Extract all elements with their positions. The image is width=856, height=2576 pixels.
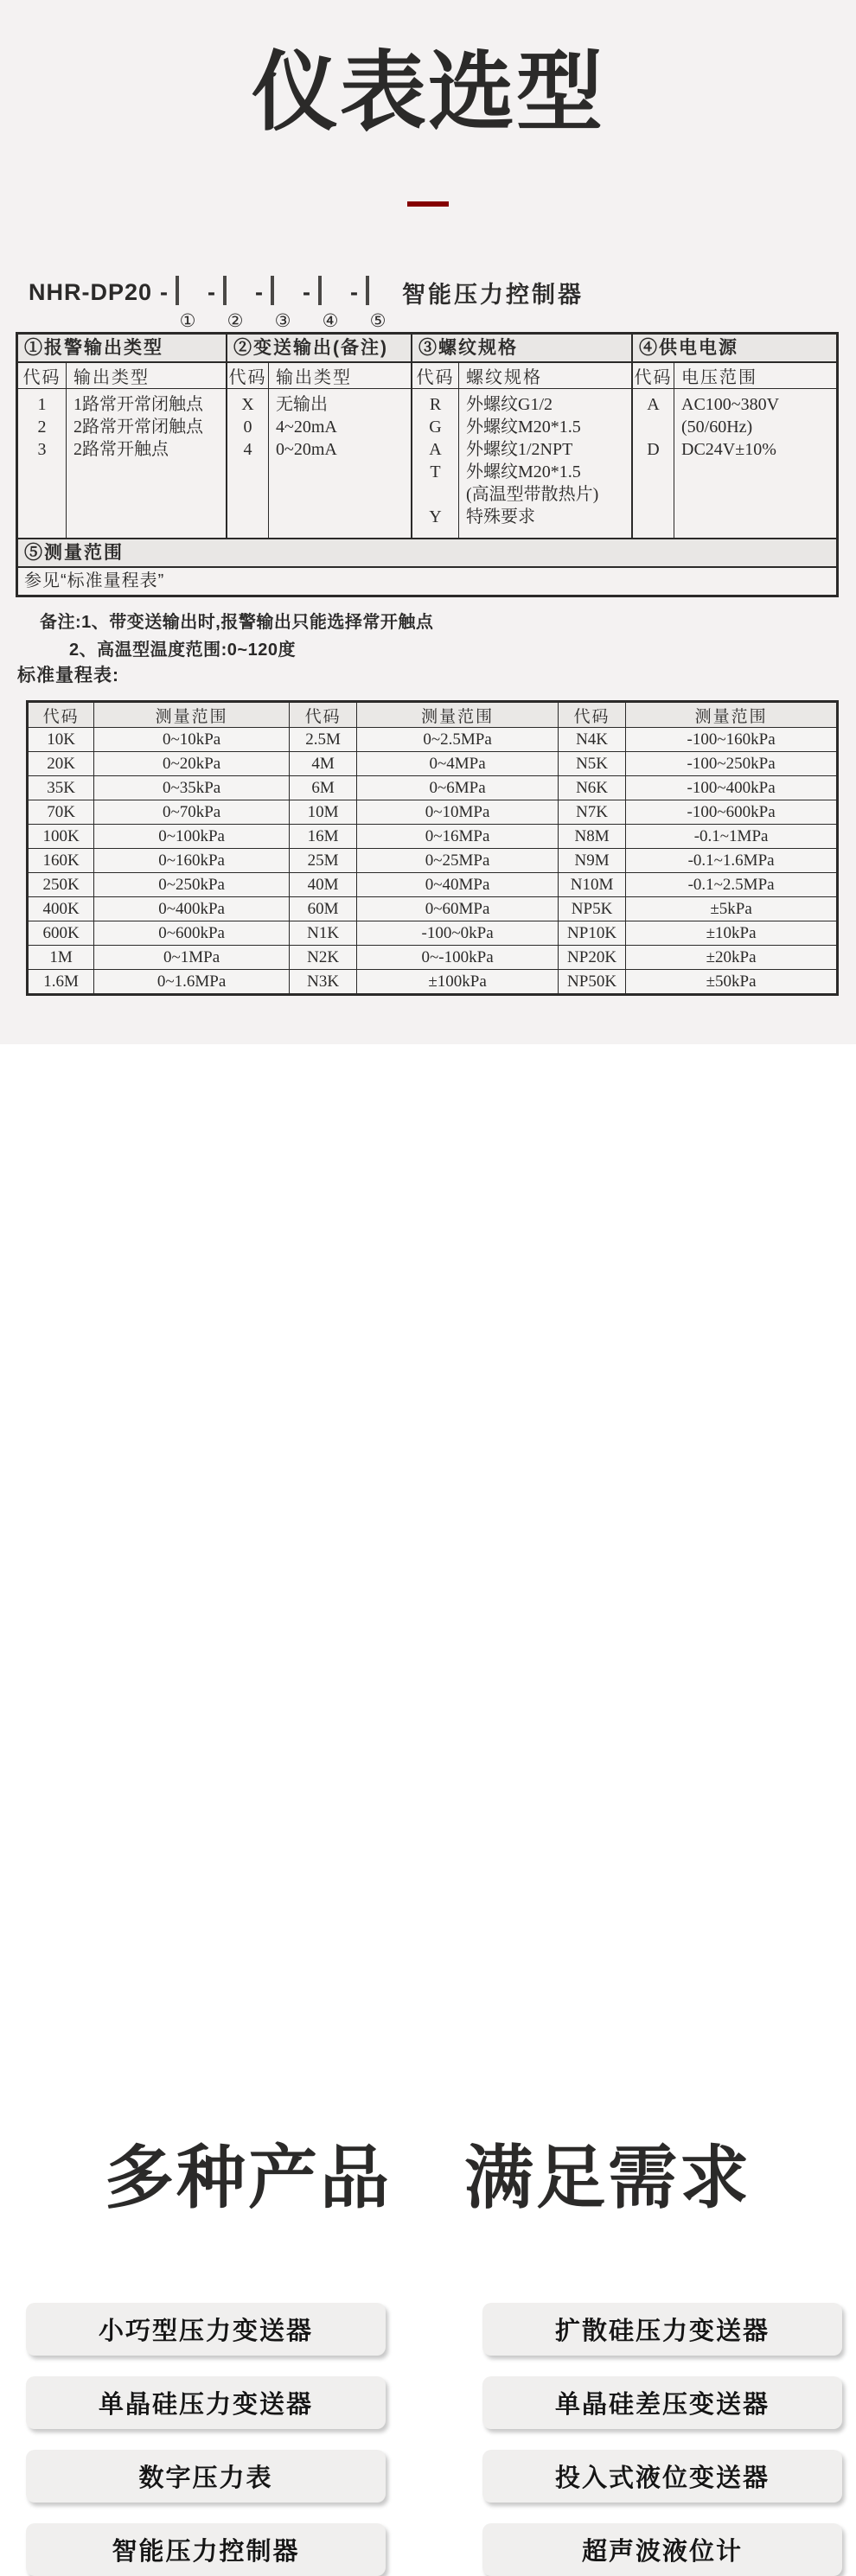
code-cell: R bbox=[429, 395, 442, 414]
desc-cell: 1路常开常闭触点 bbox=[73, 395, 203, 414]
model-separator-dash: - bbox=[350, 278, 359, 305]
products-heading-right: 满足需求 bbox=[464, 2139, 751, 2216]
range-table-row bbox=[28, 946, 838, 970]
model-blank-box bbox=[223, 276, 227, 305]
range-code-cell: 1.6M bbox=[28, 970, 94, 995]
desc-cell: (高温型带散热片) bbox=[466, 485, 599, 504]
range-value-cell: -0.1~2.5MPa bbox=[626, 873, 838, 897]
range-code-cell: 25M bbox=[289, 849, 356, 873]
range-code-cell: 16M bbox=[289, 825, 356, 849]
range-code-cell: N10M bbox=[558, 873, 625, 897]
desc-cell: 外螺纹M20*1.5 bbox=[466, 418, 581, 437]
group-body-descs bbox=[674, 389, 836, 538]
selection-group bbox=[412, 335, 633, 538]
range-value-cell: -0.1~1.6MPa bbox=[626, 849, 838, 873]
desc-header: 螺纹规格 bbox=[466, 368, 542, 387]
group-subheader-row bbox=[412, 363, 631, 389]
range-code-cell: NP20K bbox=[558, 946, 625, 970]
range-code-cell: NP10K bbox=[558, 921, 625, 946]
code-cell: A bbox=[429, 440, 442, 459]
model-box-number: ③ bbox=[274, 310, 291, 331]
product-button-label: 单晶硅差压变送器 bbox=[554, 2391, 770, 2419]
range-code-cell: 70K bbox=[28, 800, 94, 825]
code-header: 代码 bbox=[227, 363, 269, 388]
desc-header: 输出类型 bbox=[73, 368, 150, 387]
desc-cell: 外螺纹M20*1.5 bbox=[466, 462, 581, 481]
range-code-cell: 400K bbox=[28, 897, 94, 921]
model-separator-dash: - bbox=[303, 278, 311, 305]
products-heading-left: 多种产品 bbox=[105, 2139, 392, 2216]
range-code-cell: 10K bbox=[28, 728, 94, 752]
range-code-cell: N8M bbox=[558, 825, 625, 849]
group-title: ②变送输出(备注) bbox=[227, 335, 411, 363]
code-cell: 2 bbox=[37, 418, 47, 437]
product-button[interactable] bbox=[26, 2303, 386, 2356]
model-box-number: ① bbox=[179, 310, 196, 331]
product-button[interactable] bbox=[482, 2523, 842, 2576]
range-table-row bbox=[28, 776, 838, 800]
range-table-row bbox=[28, 897, 838, 921]
group-title: ①报警输出类型 bbox=[18, 335, 226, 363]
group-body bbox=[412, 389, 631, 538]
page-title: 仪表选型 bbox=[252, 44, 604, 141]
range-code-cell: 1M bbox=[28, 946, 94, 970]
desc-cell: (50/60Hz) bbox=[681, 418, 753, 437]
product-button[interactable] bbox=[26, 2450, 386, 2503]
desc-cell: 0~20mA bbox=[276, 440, 337, 459]
model-box-number: ⑤ bbox=[369, 310, 386, 331]
range-value-cell: 0~16MPa bbox=[357, 825, 559, 849]
model-box-number: ④ bbox=[322, 310, 339, 331]
range-code-cell: N6K bbox=[558, 776, 625, 800]
group-title: ④供电电源 bbox=[633, 335, 836, 363]
product-button-label: 数字压力表 bbox=[138, 2464, 273, 2492]
group-title: ③螺纹规格 bbox=[412, 335, 631, 363]
model-box-unit bbox=[200, 277, 247, 331]
range-value-cell: 0~1MPa bbox=[94, 946, 290, 970]
range-value-cell: 0~40MPa bbox=[357, 873, 559, 897]
range-value-cell: 0~160kPa bbox=[94, 849, 290, 873]
product-button-label: 智能压力控制器 bbox=[112, 2538, 300, 2566]
range-code-cell: N3K bbox=[289, 970, 356, 995]
group-body-descs bbox=[269, 389, 411, 538]
desc-header: 输出类型 bbox=[276, 368, 352, 387]
model-blank-box bbox=[271, 276, 274, 305]
desc-cell: 2路常开触点 bbox=[73, 440, 169, 459]
desc-header: 电压范围 bbox=[681, 368, 757, 387]
range-code-cell: 60M bbox=[289, 897, 356, 921]
range-table-row bbox=[28, 970, 838, 995]
range-value-cell: 0~600kPa bbox=[94, 921, 290, 946]
product-button-label: 投入式液位变送器 bbox=[554, 2464, 770, 2492]
desc-cell: 特殊要求 bbox=[466, 507, 535, 526]
model-separator-dash: - bbox=[255, 278, 264, 305]
range-code-cell: 35K bbox=[28, 776, 94, 800]
group-body bbox=[18, 389, 226, 538]
range-value-cell: -100~400kPa bbox=[626, 776, 838, 800]
title-underline-bar bbox=[407, 201, 449, 207]
range-row-value: 参见“标准量程表” bbox=[18, 566, 836, 595]
model-suffix: 智能压力控制器 bbox=[402, 281, 585, 308]
group-body bbox=[633, 389, 836, 538]
range-table-header: 测量范围 bbox=[357, 702, 559, 728]
product-button-grid bbox=[26, 2303, 842, 2576]
range-code-cell: N1K bbox=[289, 921, 356, 946]
range-table-body bbox=[28, 728, 838, 995]
group-subheader-row bbox=[18, 363, 226, 389]
top-section bbox=[0, 0, 856, 1044]
selection-groups-row bbox=[18, 335, 836, 538]
model-blank-box bbox=[318, 276, 322, 305]
code-cell: X bbox=[241, 395, 254, 414]
range-code-cell: NP50K bbox=[558, 970, 625, 995]
range-value-cell: 0~-100kPa bbox=[357, 946, 559, 970]
model-box-unit bbox=[152, 277, 200, 331]
range-value-cell: 0~400kPa bbox=[94, 897, 290, 921]
range-table-row bbox=[28, 873, 838, 897]
code-cell: 1 bbox=[37, 395, 47, 414]
range-table-row bbox=[28, 825, 838, 849]
desc-cell: 2路常开常闭触点 bbox=[73, 418, 203, 437]
code-cell: 3 bbox=[37, 440, 47, 459]
model-boxes bbox=[152, 277, 390, 331]
range-code-cell: NP5K bbox=[558, 897, 625, 921]
range-code-cell: N5K bbox=[558, 752, 625, 776]
product-button-label: 小巧型压力变送器 bbox=[98, 2318, 313, 2345]
model-box-column bbox=[271, 277, 295, 331]
range-code-cell: 600K bbox=[28, 921, 94, 946]
range-code-cell: N4K bbox=[558, 728, 625, 752]
desc-cell: AC100~380V bbox=[681, 395, 780, 414]
group-body-descs bbox=[459, 389, 631, 538]
standard-range-table bbox=[26, 700, 839, 996]
model-box-unit bbox=[295, 277, 342, 331]
range-code-cell: N7K bbox=[558, 800, 625, 825]
code-cell: 4 bbox=[243, 440, 252, 459]
range-value-cell: 0~10kPa bbox=[94, 728, 290, 752]
range-value-cell: 0~10MPa bbox=[357, 800, 559, 825]
range-table-header: 测量范围 bbox=[94, 702, 290, 728]
range-code-cell: 20K bbox=[28, 752, 94, 776]
code-cell: A bbox=[647, 395, 660, 414]
code-cell: Y bbox=[429, 507, 442, 526]
code-header: 代码 bbox=[633, 363, 674, 388]
desc-cell: 外螺纹1/2NPT bbox=[466, 440, 573, 459]
model-selection-table bbox=[16, 332, 839, 597]
model-box-column bbox=[318, 277, 342, 331]
range-table-row bbox=[28, 728, 838, 752]
range-code-cell: 4M bbox=[289, 752, 356, 776]
product-button[interactable] bbox=[26, 2376, 386, 2429]
range-value-cell: -100~250kPa bbox=[626, 752, 838, 776]
range-code-cell: 100K bbox=[28, 825, 94, 849]
products-section bbox=[0, 1044, 856, 2566]
model-box-column bbox=[223, 277, 247, 331]
range-value-cell: 0~250kPa bbox=[94, 873, 290, 897]
note-line-2: 2、高温型温度范围:0~120度 bbox=[69, 641, 296, 660]
group-subheader-row bbox=[227, 363, 411, 389]
range-value-cell: 0~25MPa bbox=[357, 849, 559, 873]
range-code-cell: N9M bbox=[558, 849, 625, 873]
range-value-cell: 0~2.5MPa bbox=[357, 728, 559, 752]
desc-cell: DC24V±10% bbox=[681, 440, 776, 459]
model-box-unit bbox=[342, 277, 390, 331]
range-code-cell: 6M bbox=[289, 776, 356, 800]
product-button-label: 单晶硅压力变送器 bbox=[98, 2391, 313, 2419]
group-body bbox=[227, 389, 411, 538]
range-value-cell: ±20kPa bbox=[626, 946, 838, 970]
range-value-cell: -100~160kPa bbox=[626, 728, 838, 752]
model-code-line bbox=[29, 273, 585, 331]
range-value-cell: ±50kPa bbox=[626, 970, 838, 995]
code-cell bbox=[412, 483, 458, 506]
group-body-codes bbox=[633, 389, 674, 538]
range-value-cell: 0~60MPa bbox=[357, 897, 559, 921]
range-value-cell: -100~600kPa bbox=[626, 800, 838, 825]
range-table-title: 标准量程表: bbox=[17, 666, 119, 685]
product-button[interactable] bbox=[482, 2376, 842, 2429]
desc-cell: 无输出 bbox=[276, 395, 328, 414]
code-cell bbox=[633, 416, 674, 438]
group-body-codes bbox=[227, 389, 269, 538]
range-code-cell: 250K bbox=[28, 873, 94, 897]
range-code-cell: 10M bbox=[289, 800, 356, 825]
range-value-cell: 0~1.6MPa bbox=[94, 970, 290, 995]
range-value-cell: ±100kPa bbox=[357, 970, 559, 995]
model-blank-box bbox=[176, 276, 179, 305]
range-table-header: 测量范围 bbox=[626, 702, 838, 728]
desc-cell: 4~20mA bbox=[276, 418, 337, 437]
range-code-cell: 160K bbox=[28, 849, 94, 873]
selection-group bbox=[633, 335, 836, 538]
model-box-unit bbox=[247, 277, 295, 331]
code-header: 代码 bbox=[412, 363, 459, 388]
model-box-number: ② bbox=[227, 310, 244, 331]
model-blank-box bbox=[366, 276, 369, 305]
code-cell: G bbox=[429, 418, 442, 437]
code-cell: 0 bbox=[243, 418, 252, 437]
range-table-row bbox=[28, 752, 838, 776]
range-value-cell: 0~20kPa bbox=[94, 752, 290, 776]
group-subheader-row bbox=[633, 363, 836, 389]
range-table-header: 代码 bbox=[558, 702, 625, 728]
product-button[interactable] bbox=[482, 2450, 842, 2503]
range-code-cell: 40M bbox=[289, 873, 356, 897]
product-button-label: 超声波液位计 bbox=[581, 2538, 743, 2566]
range-table-header-row bbox=[28, 702, 838, 728]
model-box-column bbox=[366, 277, 390, 331]
range-value-cell: ±5kPa bbox=[626, 897, 838, 921]
product-button[interactable] bbox=[26, 2523, 386, 2576]
model-box-column bbox=[176, 277, 200, 331]
range-value-cell: 0~6MPa bbox=[357, 776, 559, 800]
range-table-header: 代码 bbox=[289, 702, 356, 728]
range-value-cell: -100~0kPa bbox=[357, 921, 559, 946]
range-value-cell: 0~4MPa bbox=[357, 752, 559, 776]
code-header: 代码 bbox=[18, 363, 67, 388]
range-table-row bbox=[28, 800, 838, 825]
group-body-codes bbox=[18, 389, 67, 538]
range-row-title: ⑤测量范围 bbox=[18, 538, 836, 566]
range-value-cell: 0~100kPa bbox=[94, 825, 290, 849]
model-separator-dash: - bbox=[160, 278, 169, 305]
range-table-row bbox=[28, 921, 838, 946]
range-value-cell: 0~70kPa bbox=[94, 800, 290, 825]
product-button[interactable] bbox=[482, 2303, 842, 2356]
range-table-header: 代码 bbox=[28, 702, 94, 728]
group-body-codes bbox=[412, 389, 459, 538]
selection-group bbox=[227, 335, 412, 538]
group-body-descs bbox=[67, 389, 226, 538]
model-separator-dash: - bbox=[208, 278, 216, 305]
product-button-label: 扩散硅压力变送器 bbox=[554, 2318, 770, 2345]
range-value-cell: ±10kPa bbox=[626, 921, 838, 946]
range-table-row bbox=[28, 849, 838, 873]
model-prefix: NHR-DP20 bbox=[29, 278, 153, 305]
note-line-1: 备注:1、带变送输出时,报警输出只能选择常开触点 bbox=[40, 613, 434, 632]
code-cell: T bbox=[430, 462, 441, 481]
products-heading bbox=[0, 2137, 856, 2220]
range-value-cell: -0.1~1MPa bbox=[626, 825, 838, 849]
code-cell: D bbox=[647, 440, 660, 459]
selection-group bbox=[18, 335, 227, 538]
range-code-cell: N2K bbox=[289, 946, 356, 970]
desc-cell: 外螺纹G1/2 bbox=[466, 395, 553, 414]
range-value-cell: 0~35kPa bbox=[94, 776, 290, 800]
range-code-cell: 2.5M bbox=[289, 728, 356, 752]
